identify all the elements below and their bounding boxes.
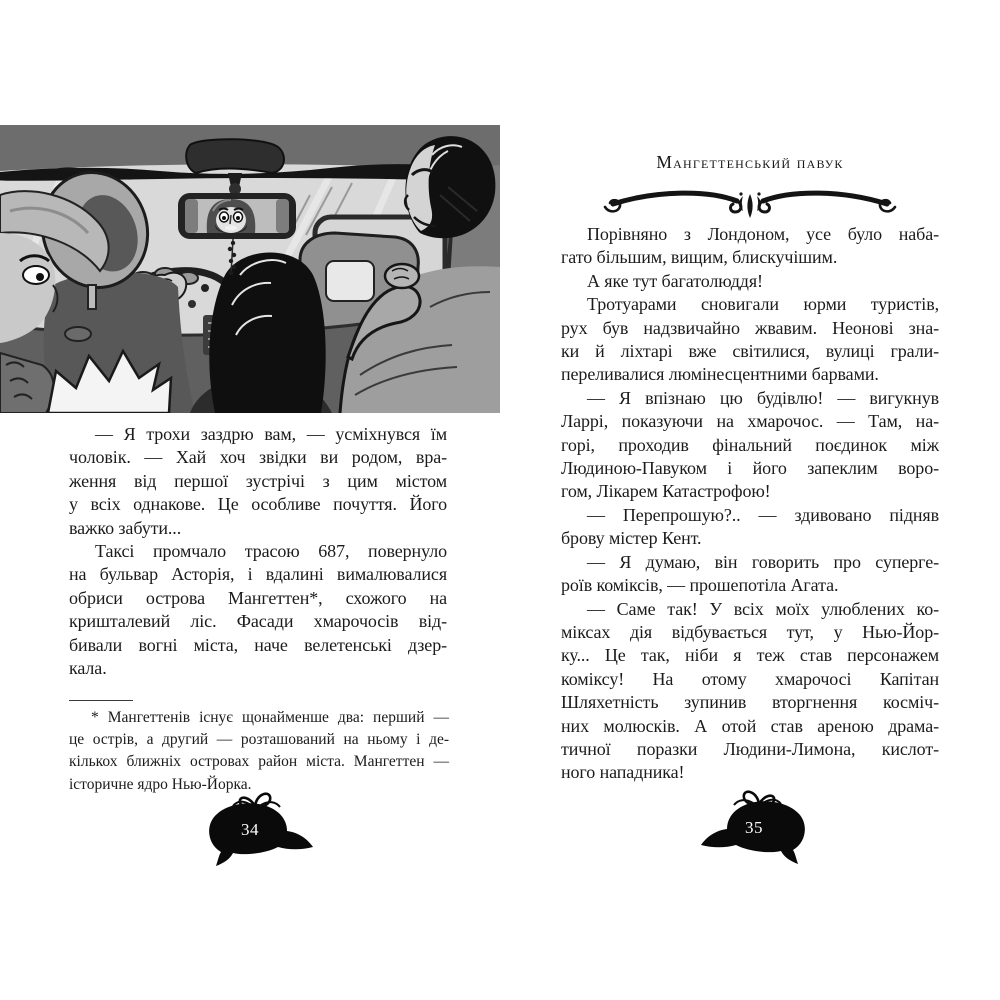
body-line: ного нападника! <box>561 762 685 783</box>
body-line: Ларрі, показуючи на хмарочос. — Там, на- <box>561 411 939 432</box>
body-line: ки й ліхтарі вже світилися, вулиці грали- <box>561 341 939 362</box>
body-line: — Перепрошую?.. — здивовано підняв <box>587 504 939 525</box>
page-number-hat-right <box>699 788 817 864</box>
footnote-line: кількох ближніх островах район міста. Мангеттен — <box>69 753 449 771</box>
body-line: рух був надзвичайно жвавим. Неонові зна- <box>561 317 939 338</box>
body-line: бивали вогні міста, наче велетенські дзер- <box>69 634 447 655</box>
running-header: Мангеттенський павук <box>656 152 844 172</box>
body-line: Порівняно з Лондоном, усе було наба- <box>587 224 939 244</box>
page-number-hat-left <box>197 790 315 866</box>
body-line: на бульвар Асторія, і вдалині вималювалися <box>69 564 447 585</box>
body-line: Людиною-Павуком і його запеклим воро- <box>561 458 939 479</box>
body-line: — Я трохи заздрю вам, — усміхнувся їм <box>95 424 447 444</box>
body-line: Тротуарами сновигали юрми туристів, <box>587 294 939 315</box>
body-line: кришталевий ліс. Фасади хмарочосів від- <box>69 611 447 632</box>
body-line: у всіх однакове. Це особливе почуття. Його <box>69 494 447 515</box>
footnote <box>69 707 449 796</box>
body-line: брову містер Кент. <box>561 528 702 549</box>
body-line: міксах дія відбувається тут, у Нью-Йор- <box>561 621 939 642</box>
right-page-text <box>561 223 939 785</box>
body-line: тичної поразки Людини-Лимона, кислот- <box>561 738 939 759</box>
body-line: Шляхетність зупинив вторгнення косміч- <box>561 692 939 713</box>
footnote-line: історичне ядро Нью-Йорка. <box>69 775 252 793</box>
body-line: — Я впізнаю цю будівлю! — вигукнув <box>587 387 939 408</box>
body-line: кала. <box>69 658 107 679</box>
body-line: гом, Лікарем Катастрофою! <box>561 481 771 502</box>
body-line: них молюсків. А отой став ареною драма- <box>561 715 939 736</box>
body-line: Таксі промчало трасою 687, повернуло <box>95 541 447 562</box>
body-line: чоловік. — Хай хоч звідки ви родом, вра- <box>69 447 447 468</box>
left-page-text <box>69 423 447 680</box>
taxi-interior-illustration <box>0 125 500 413</box>
body-line: горі, проходив фінальний поєдинок між <box>561 434 939 455</box>
footnote-line: * Мангеттенів існує щонайменше два: перший — <box>91 709 449 726</box>
body-line: ження від першої зустрічі з цим містом <box>69 470 447 491</box>
body-line: важко забути... <box>69 517 182 538</box>
body-line: — Я думаю, він говорить про суперге- <box>587 551 939 572</box>
body-line: ку... Це так, ніби я теж став персонажем <box>561 645 939 666</box>
footnote-line: це острів, а другий — розташований на ньому і де- <box>69 731 449 749</box>
body-line: гато більшим, вищим, блискучішим. <box>561 247 838 268</box>
page-number: 35 <box>745 818 763 837</box>
body-line: А яке тут багатолюддя! <box>587 270 763 291</box>
footnote-rule <box>69 700 133 701</box>
flourish-divider-icon <box>597 180 903 222</box>
page-number: 34 <box>241 820 259 839</box>
body-line: — Саме так! У всіх моїх улюблених ко- <box>587 598 939 619</box>
body-line: роїв коміксів, — прошепотіла Агата. <box>561 575 839 596</box>
body-line: коміксу! На отому хмарочосі Капітан <box>561 668 939 689</box>
body-line: обриси острова Мангеттен*, схожого на <box>69 587 447 608</box>
body-line: переливалися люмінесцентними барвами. <box>561 364 879 385</box>
